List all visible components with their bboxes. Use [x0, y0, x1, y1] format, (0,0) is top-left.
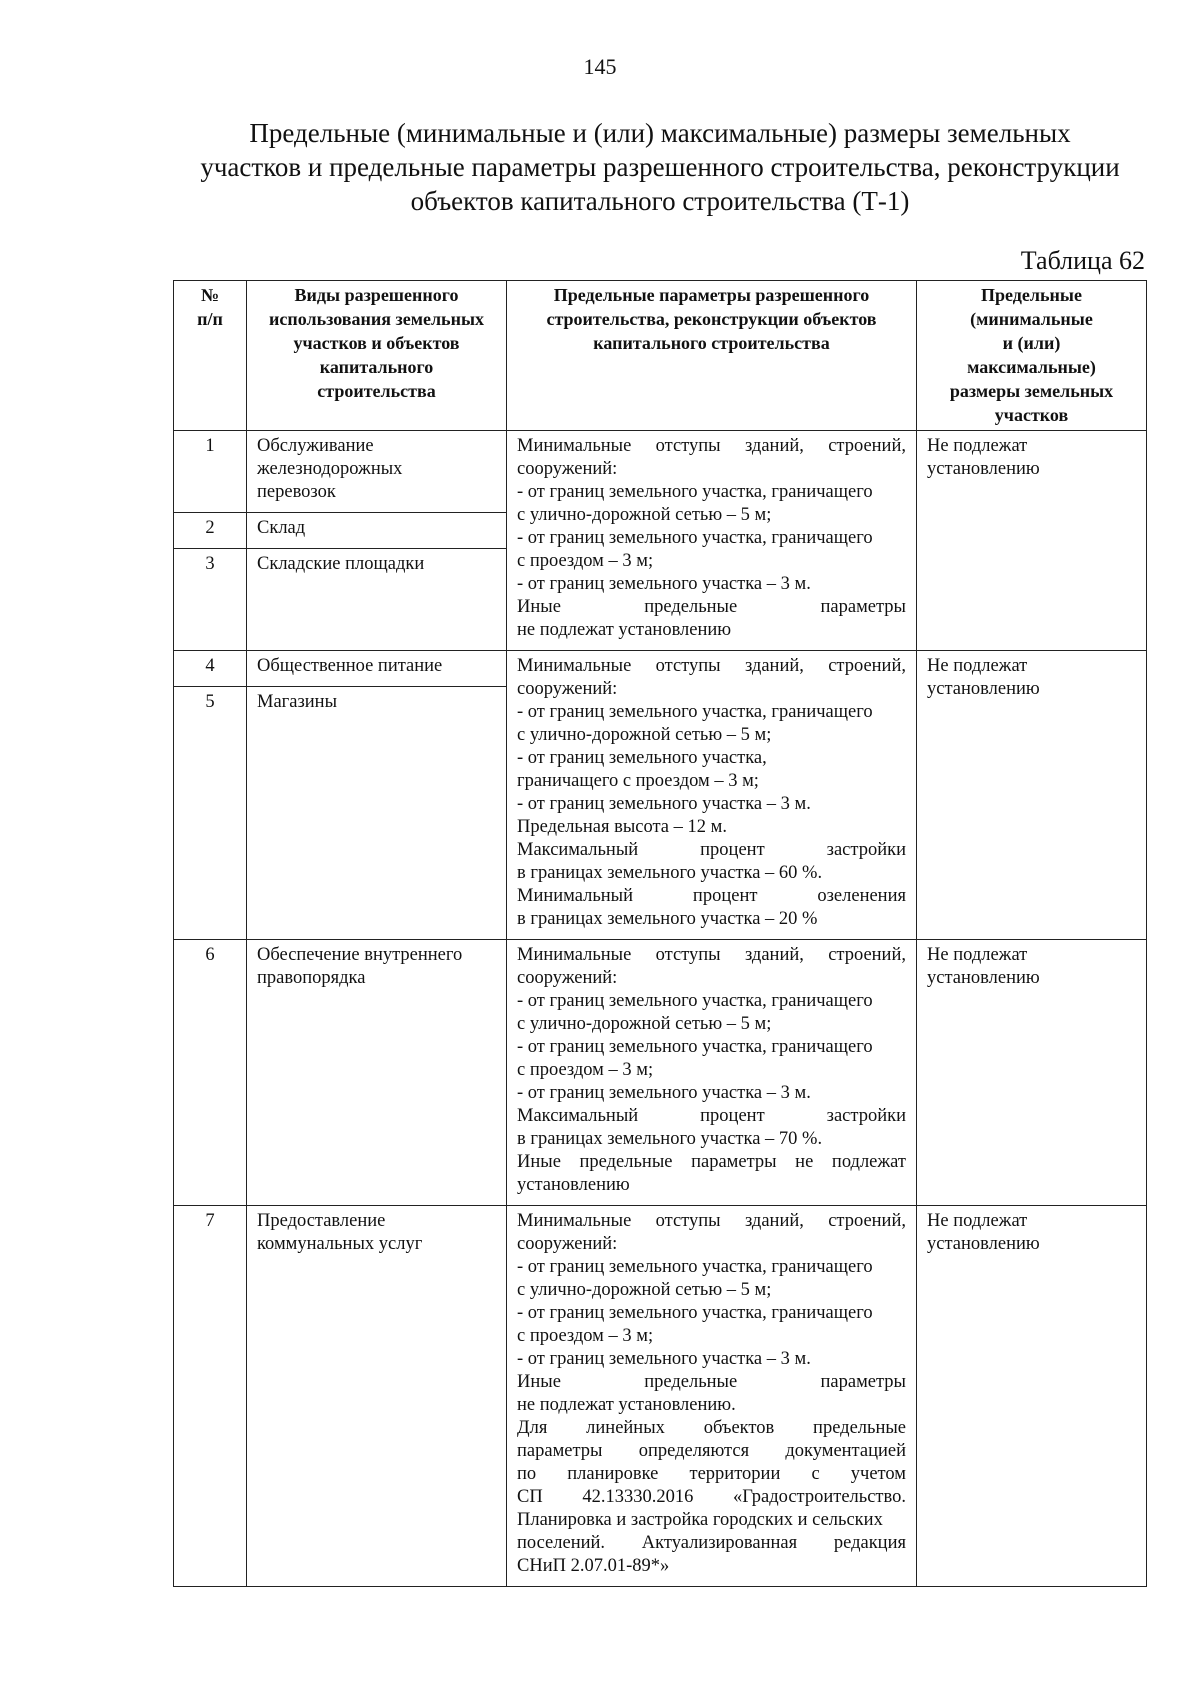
- row-number: 3: [174, 549, 247, 651]
- construction-parameters: [507, 1206, 917, 1587]
- param-line: Предельная высота – 12 м.: [517, 817, 727, 837]
- table-row: [174, 651, 1147, 687]
- plot-size-limits: Не подлежат установлению: [917, 651, 1147, 940]
- plot-size-limits: Не подлежат установлению: [917, 431, 1147, 651]
- param-line: с проездом – 3 м;: [517, 1326, 654, 1346]
- param-line: - от границ земельного участка, граничащего: [517, 1303, 873, 1323]
- construction-parameters: [507, 940, 917, 1206]
- row-number: 1: [174, 431, 247, 513]
- header-use: Виды разрешенного использования земельных участков и объектов капитального строительства: [247, 281, 507, 431]
- header-num: № п/п: [174, 281, 247, 431]
- land-use-type: Обеспечение внутреннего правопорядка: [247, 940, 507, 1206]
- param-line: с проездом – 3 м;: [517, 551, 654, 571]
- table-body: [174, 431, 1147, 1587]
- table-label: Таблица 62: [1020, 246, 1145, 275]
- row-number: 4: [174, 651, 247, 687]
- land-use-type: Магазины: [247, 687, 507, 940]
- param-line: с проездом – 3 м;: [517, 1060, 654, 1080]
- table-row: [174, 431, 1147, 513]
- param-line: Иные предельные параметры: [517, 1372, 906, 1392]
- regulations-table: [173, 280, 1147, 1587]
- document-title: [160, 116, 1160, 218]
- title-line: объектов капитального строительства (Т-1): [410, 186, 910, 216]
- land-use-type: Складские площадки: [247, 549, 507, 651]
- param-line: Максимальный процент застройки: [517, 840, 906, 860]
- param-line: - от границ земельного участка, граничащего: [517, 482, 873, 502]
- land-use-type: Обслуживание железнодорожных перевозок: [247, 431, 507, 513]
- param-line: Минимальный процент озеленения: [517, 886, 906, 906]
- param-line: - от границ земельного участка – 3 м.: [517, 1083, 811, 1103]
- header-params: Предельные параметры разрешенного строительства, реконструкции объектов капитального строительства: [507, 281, 917, 431]
- land-use-type: Предоставление коммунальных услуг: [247, 1206, 507, 1587]
- param-line: - от границ земельного участка, граничащего: [517, 1037, 873, 1057]
- title-line: участков и предельные параметры разрешенного строительства, реконструкции: [200, 152, 1120, 182]
- param-line: Минимальные отступы зданий, строений,: [517, 945, 906, 965]
- header-sizes: Предельные (минимальные и (или) максимальные) размеры земельных участков: [917, 281, 1147, 431]
- param-line: Иные предельные параметры не подлежат: [517, 1152, 906, 1172]
- param-line: сооружений:: [517, 459, 618, 479]
- param-line: сооружений:: [517, 679, 618, 699]
- param-line: в границах земельного участка – 60 %.: [517, 863, 823, 883]
- param-line: параметры определяются документацией: [517, 1441, 906, 1461]
- param-line: с улично-дорожной сетью – 5 м;: [517, 1280, 772, 1300]
- plot-size-limits: Не подлежат установлению: [917, 940, 1147, 1206]
- land-use-type: Склад: [247, 513, 507, 549]
- param-line: - от границ земельного участка – 3 м.: [517, 794, 811, 814]
- param-line: Минимальные отступы зданий, строений,: [517, 436, 906, 456]
- param-line: СП 42.13330.2016 «Градостроительство.: [517, 1487, 906, 1507]
- header-row: [174, 281, 1147, 431]
- param-line: Минимальные отступы зданий, строений,: [517, 1211, 906, 1231]
- param-line: с улично-дорожной сетью – 5 м;: [517, 505, 772, 525]
- plot-size-limits: Не подлежат установлению: [917, 1206, 1147, 1587]
- param-line: - от границ земельного участка, граничащего: [517, 1257, 873, 1277]
- param-line: не подлежат установлению: [517, 620, 732, 640]
- construction-parameters: [507, 431, 917, 651]
- page-number: 145: [583, 54, 617, 79]
- param-line: поселений. Актуализированная редакция: [517, 1533, 906, 1553]
- param-line: граничащего с проездом – 3 м;: [517, 771, 759, 791]
- param-line: Максимальный процент застройки: [517, 1106, 906, 1126]
- row-number: 5: [174, 687, 247, 940]
- param-line: Минимальные отступы зданий, строений,: [517, 656, 906, 676]
- param-line: не подлежат установлению.: [517, 1395, 736, 1415]
- land-use-type: Общественное питание: [247, 651, 507, 687]
- param-line: по планировке территории с учетом: [517, 1464, 906, 1484]
- param-line: Планировка и застройка городских и сельских: [517, 1510, 883, 1530]
- param-line: Для линейных объектов предельные: [517, 1418, 906, 1438]
- param-line: в границах земельного участка – 20 %: [517, 909, 818, 929]
- title-line: Предельные (минимальные и (или) максимальные) размеры земельных: [249, 118, 1071, 148]
- construction-parameters: [507, 651, 917, 940]
- param-line: - от границ земельного участка – 3 м.: [517, 1349, 811, 1369]
- table-row: [174, 940, 1147, 1206]
- param-line: - от границ земельного участка, граничащего: [517, 702, 873, 722]
- row-number: 7: [174, 1206, 247, 1587]
- row-number: 2: [174, 513, 247, 549]
- param-line: сооружений:: [517, 1234, 618, 1254]
- param-line: - от границ земельного участка, граничащего: [517, 991, 873, 1011]
- param-line: СНиП 2.07.01-89*»: [517, 1556, 670, 1576]
- param-line: в границах земельного участка – 70 %.: [517, 1129, 823, 1149]
- param-line: установлению: [517, 1175, 630, 1195]
- param-line: Иные предельные параметры: [517, 597, 906, 617]
- param-line: сооружений:: [517, 968, 618, 988]
- param-line: - от границ земельного участка – 3 м.: [517, 574, 811, 594]
- row-number: 6: [174, 940, 247, 1206]
- table-header: [174, 281, 1147, 431]
- param-line: с улично-дорожной сетью – 5 м;: [517, 1014, 772, 1034]
- table-row: [174, 1206, 1147, 1587]
- param-line: - от границ земельного участка, граничащего: [517, 528, 873, 548]
- param-line: с улично-дорожной сетью – 5 м;: [517, 725, 772, 745]
- param-line: - от границ земельного участка,: [517, 748, 767, 768]
